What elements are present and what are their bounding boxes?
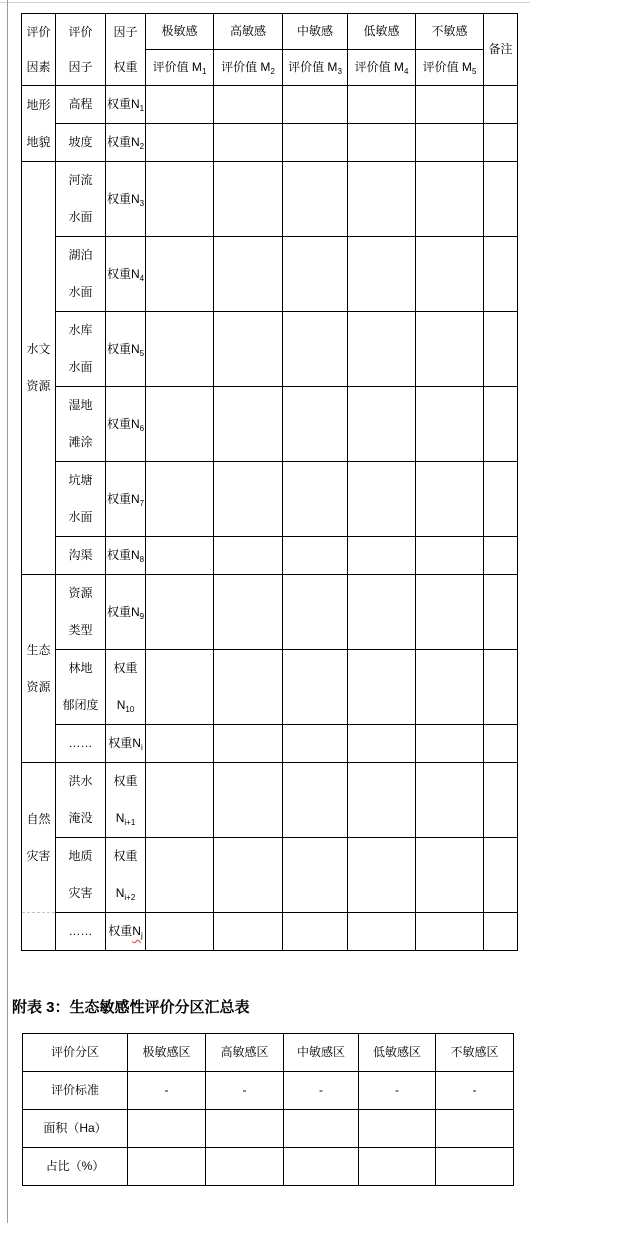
weight-sub: i+2: [124, 893, 136, 902]
t2-value-cell: [436, 1148, 514, 1186]
value-cell-empty: [283, 124, 348, 162]
t2-value-cell: [359, 1148, 436, 1186]
weight-sub: 10: [125, 705, 135, 714]
value-cell-empty: [214, 237, 283, 312]
weight-n: N: [132, 924, 141, 938]
factor-cell: [56, 237, 106, 312]
weight-sub: i+1: [124, 818, 136, 827]
value-cell-empty: [146, 537, 214, 575]
value-cell-empty: [214, 575, 283, 650]
value-cell-empty: [283, 913, 348, 951]
value-cell-empty: [146, 387, 214, 462]
factor-label: ……: [68, 924, 93, 938]
factor-line1: 水库: [68, 323, 93, 337]
t2-value-cell: -: [284, 1072, 359, 1110]
weight-label: 权重: [108, 924, 133, 938]
t2-header-high: 高敏感区: [206, 1034, 284, 1072]
value-cell-empty: [146, 763, 214, 838]
t1-header-weight-line2: 权重: [113, 59, 138, 74]
weight-cell: [106, 650, 146, 725]
value-cell-empty: [348, 650, 416, 725]
t1-header-row-1: [22, 14, 518, 50]
factor-cell: [56, 462, 106, 537]
t1-header-subfactor: [56, 14, 106, 86]
value-cell-empty: [416, 86, 484, 124]
t2-value-cell: -: [206, 1072, 284, 1110]
weight-label: 权重N: [106, 341, 140, 356]
weight-line2: [106, 800, 145, 837]
factor-cell: [56, 537, 106, 575]
factor-line2: 水面: [68, 210, 93, 224]
factor-label: 坡度: [68, 135, 93, 149]
t2-value-cell: [284, 1148, 359, 1186]
value-cell-empty: [146, 312, 214, 387]
weight-sub: 9: [139, 611, 145, 621]
value-cell-empty: [146, 650, 214, 725]
page-top-boundary-line: [0, 2, 530, 3]
remark-cell-empty: [484, 575, 518, 650]
weight-line1: 权重: [113, 849, 138, 863]
t2-header-extreme: 极敏感区: [128, 1034, 206, 1072]
t1-row-podu: [22, 124, 518, 162]
t1-row-kengtang: [22, 462, 518, 537]
t1-header-level-2: 高敏感: [214, 14, 283, 50]
value-cell-empty: [348, 312, 416, 387]
weight-label: 权重N: [108, 736, 141, 750]
sensitivity-factor-table: [21, 13, 518, 951]
t1-category-empty-cell: [22, 913, 56, 951]
t1-value-sub-1: 1: [201, 67, 207, 76]
remark-cell-empty: [484, 237, 518, 312]
t1-row-tail-etc: [22, 913, 518, 951]
factor-cell: [56, 838, 106, 913]
page-left-boundary-line: [7, 0, 8, 1223]
t2-value-cell: [206, 1110, 284, 1148]
value-cell-empty: [214, 312, 283, 387]
value-cell-empty: [348, 537, 416, 575]
value-cell-empty: [416, 913, 484, 951]
t2-header-zone: 评价分区: [23, 1034, 128, 1072]
t2-value-cell: -: [359, 1072, 436, 1110]
factor-line2: 水面: [68, 510, 93, 524]
value-cell-empty: [416, 162, 484, 237]
weight-label: 权重N: [106, 135, 140, 149]
t1-category-disaster: [22, 763, 56, 913]
t1-header-factor: [22, 14, 56, 86]
summary-table-title: 附表 3：生态敏感性评价分区汇总表: [12, 999, 250, 1016]
t1-header-value-m5: [416, 50, 484, 86]
factor-line1: 洪水: [68, 774, 93, 788]
value-cell-empty: [348, 124, 416, 162]
factor-line2: 水面: [68, 360, 93, 374]
value-cell-empty: [283, 387, 348, 462]
value-cell-empty: [283, 462, 348, 537]
t2-header-row: [23, 1034, 514, 1072]
t1-value-prefix: 评价值 M: [221, 60, 271, 74]
t1-header-weight: [106, 14, 146, 86]
category-line1: 生态: [26, 642, 51, 657]
value-cell-empty: [146, 838, 214, 913]
t1-value-prefix: 评价值 M: [354, 60, 404, 74]
value-cell-empty: [214, 387, 283, 462]
t2-value-cell: [359, 1110, 436, 1148]
t1-value-sub-2: 2: [270, 67, 275, 76]
t1-value-sub-3: 3: [337, 67, 342, 76]
value-cell-empty: [214, 162, 283, 237]
value-cell-empty: [214, 838, 283, 913]
weight-sub: 4: [139, 273, 145, 283]
value-cell-empty: [416, 312, 484, 387]
t1-header-level-5: 不敏感: [416, 14, 484, 50]
factor-line1: 资源: [68, 586, 93, 600]
value-cell-empty: [283, 237, 348, 312]
weight-label: 权重N: [106, 266, 140, 281]
factor-line2: 灾害: [68, 886, 93, 900]
sensitivity-summary-table: [22, 1033, 514, 1186]
factor-line1: 林地: [68, 661, 93, 675]
t2-value-cell: [128, 1110, 206, 1148]
t2-value-cell: [128, 1148, 206, 1186]
value-cell-empty: [348, 162, 416, 237]
category-line1: 自然: [26, 811, 51, 826]
value-cell-empty: [348, 237, 416, 312]
factor-cell: [56, 162, 106, 237]
factor-cell: [56, 913, 106, 951]
t2-value-cell: -: [436, 1072, 514, 1110]
factor-line2: 水面: [68, 285, 93, 299]
weight-label: 权重N: [106, 604, 140, 619]
t1-header-weight-line1: 因子: [113, 24, 138, 39]
t1-header-factor-line2: 因素: [26, 59, 51, 74]
weight-n: N: [115, 886, 125, 900]
value-cell-empty: [348, 462, 416, 537]
weight-line2: [106, 875, 145, 912]
t1-row-gaocheng: [22, 86, 518, 124]
weight-cell: [106, 237, 146, 312]
t1-row-dizhi: [22, 838, 518, 913]
value-cell-empty: [283, 650, 348, 725]
factor-line1: 湿地: [68, 398, 93, 412]
weight-label: 权重N: [106, 191, 140, 206]
value-cell-empty: [348, 387, 416, 462]
value-cell-empty: [214, 537, 283, 575]
value-cell-empty: [283, 162, 348, 237]
remark-cell-empty: [484, 162, 518, 237]
value-cell-empty: [348, 86, 416, 124]
value-cell-empty: [214, 763, 283, 838]
t1-value-prefix: 评价值 M: [152, 60, 202, 74]
t1-header-value-m1: [146, 50, 214, 86]
t1-row-ziyuanleixing: [22, 575, 518, 650]
value-cell-empty: [214, 124, 283, 162]
value-cell-empty: [348, 913, 416, 951]
t1-header-level-1: 极敏感: [146, 14, 214, 50]
t1-row-hupo: [22, 237, 518, 312]
value-cell-empty: [283, 575, 348, 650]
remark-cell-empty: [484, 725, 518, 763]
weight-cell: [106, 387, 146, 462]
t1-value-prefix: 评价值 M: [288, 60, 338, 74]
factor-cell: [56, 575, 106, 650]
weight-cell: [106, 913, 146, 951]
value-cell-empty: [416, 387, 484, 462]
category-line1: 水文: [26, 342, 51, 356]
value-cell-empty: [146, 725, 214, 763]
remark-cell-empty: [484, 387, 518, 462]
t1-row-heliu: [22, 162, 518, 237]
value-cell-empty: [283, 86, 348, 124]
value-cell-empty: [416, 537, 484, 575]
value-cell-empty: [416, 237, 484, 312]
factor-line1: 湖泊: [68, 248, 93, 262]
weight-label: 权重N: [106, 416, 140, 431]
t2-value-cell: -: [128, 1072, 206, 1110]
value-cell-empty: [416, 838, 484, 913]
factor-line2: 类型: [68, 623, 93, 637]
value-cell-empty: [416, 650, 484, 725]
value-cell-empty: [214, 86, 283, 124]
value-cell-empty: [283, 312, 348, 387]
factor-label: 沟渠: [68, 548, 93, 562]
weight-cell: [106, 162, 146, 237]
value-cell-empty: [214, 650, 283, 725]
weight-sub: 2: [139, 142, 145, 151]
remark-cell-empty: [484, 537, 518, 575]
t1-header-level-4: 低敏感: [348, 14, 416, 50]
category-line2: 资源: [26, 379, 51, 393]
t1-row-shidi: [22, 387, 518, 462]
t1-header-level-3: 中敏感: [283, 14, 348, 50]
t1-header-factor-line1: 评价: [26, 24, 51, 39]
weight-cell: [106, 537, 146, 575]
t1-row-hongshui: [22, 763, 518, 838]
factor-cell: [56, 725, 106, 763]
category-line2: 地貌: [26, 134, 51, 149]
value-cell-empty: [146, 462, 214, 537]
factor-line2: 郁闭度: [62, 698, 99, 712]
weight-cell: [106, 838, 146, 913]
t1-header-subfactor-line2: 因子: [68, 59, 93, 74]
factor-label: 高程: [68, 97, 93, 111]
value-cell-empty: [416, 725, 484, 763]
remark-cell-empty: [484, 86, 518, 124]
weight-sub: 3: [139, 198, 145, 208]
weight-sub: 6: [139, 423, 145, 433]
category-line2: 灾害: [26, 848, 51, 863]
value-cell-empty: [214, 913, 283, 951]
factor-cell: [56, 763, 106, 838]
factor-line1: 坑塘: [68, 473, 93, 487]
t2-row-criteria: [23, 1072, 514, 1110]
t2-row-label: 面积（Ha）: [23, 1110, 128, 1148]
weight-cell: [106, 725, 146, 763]
value-cell-empty: [146, 86, 214, 124]
value-cell-empty: [416, 763, 484, 838]
factor-cell: [56, 124, 106, 162]
weight-cell: [106, 124, 146, 162]
weight-label: 权重N: [106, 491, 140, 506]
category-line2: 资源: [26, 679, 51, 694]
weight-sub: j: [140, 931, 143, 940]
factor-cell: [56, 387, 106, 462]
t1-value-sub-5: 5: [471, 67, 477, 76]
weight-n-misspelling: [132, 924, 142, 938]
value-cell-empty: [348, 725, 416, 763]
t1-category-hydrology: [22, 162, 56, 575]
weight-sub: 7: [139, 498, 145, 508]
value-cell-empty: [416, 124, 484, 162]
value-cell-empty: [214, 462, 283, 537]
factor-line1: 河流: [68, 173, 93, 187]
t1-header-remark: 备注: [484, 14, 518, 86]
t1-header-value-m4: [348, 50, 416, 86]
weight-sub: i: [140, 743, 143, 752]
weight-sub: 8: [139, 555, 145, 564]
factor-line1: 地质: [68, 849, 93, 863]
value-cell-empty: [214, 725, 283, 763]
remark-cell-empty: [484, 913, 518, 951]
weight-label: 权重N: [106, 97, 140, 111]
factor-cell: [56, 312, 106, 387]
remark-cell-empty: [484, 462, 518, 537]
remark-cell-empty: [484, 650, 518, 725]
t2-row-label: 占比（%）: [23, 1148, 128, 1186]
t2-header-low: 低敏感区: [359, 1034, 436, 1072]
t2-row-area: [23, 1110, 514, 1148]
t1-row-lindi: [22, 650, 518, 725]
t1-value-prefix: 评价值 M: [422, 60, 472, 74]
t2-header-insensitive: 不敏感区: [436, 1034, 514, 1072]
t2-row-label: 评价标准: [23, 1072, 128, 1110]
value-cell-empty: [146, 913, 214, 951]
weight-sub: 5: [139, 348, 145, 358]
weight-cell: [106, 312, 146, 387]
t1-row-eco-etc: [22, 725, 518, 763]
remark-cell-empty: [484, 763, 518, 838]
t1-category-ecology: [22, 575, 56, 763]
t1-header-subfactor-line1: 评价: [68, 24, 93, 39]
t1-row-shuiku: [22, 312, 518, 387]
remark-cell-empty: [484, 838, 518, 913]
t2-header-medium: 中敏感区: [284, 1034, 359, 1072]
weight-n: N: [115, 811, 125, 825]
t1-header-value-m3: [283, 50, 348, 86]
t2-value-cell: [206, 1148, 284, 1186]
t2-value-cell: [436, 1110, 514, 1148]
factor-cell: [56, 86, 106, 124]
factor-label: ……: [68, 736, 93, 750]
value-cell-empty: [146, 575, 214, 650]
value-cell-empty: [146, 124, 214, 162]
category-line1: 地形: [26, 97, 51, 112]
value-cell-empty: [416, 462, 484, 537]
t2-value-cell: [284, 1110, 359, 1148]
factor-cell: [56, 650, 106, 725]
weight-cell: [106, 763, 146, 838]
remark-cell-empty: [484, 124, 518, 162]
value-cell-empty: [348, 575, 416, 650]
value-cell-empty: [146, 237, 214, 312]
factor-line2: 淹没: [68, 811, 93, 825]
weight-sub: 1: [139, 104, 145, 113]
t1-category-terrain: [22, 86, 56, 162]
remark-cell-empty: [484, 312, 518, 387]
value-cell-empty: [283, 725, 348, 763]
t2-row-percent: [23, 1148, 514, 1186]
value-cell-empty: [348, 838, 416, 913]
value-cell-empty: [283, 763, 348, 838]
weight-cell: [106, 86, 146, 124]
weight-label: 权重N: [106, 548, 140, 562]
t1-value-sub-4: 4: [403, 67, 409, 76]
value-cell-empty: [283, 537, 348, 575]
weight-label: 权重N: [113, 661, 138, 712]
factor-line2: 滩涂: [68, 435, 93, 449]
value-cell-empty: [348, 763, 416, 838]
value-cell-empty: [283, 838, 348, 913]
weight-cell: [106, 575, 146, 650]
weight-line1: 权重: [113, 774, 138, 788]
value-cell-empty: [146, 162, 214, 237]
t1-header-value-m2: [214, 50, 283, 86]
t1-row-gouqu: [22, 537, 518, 575]
value-cell-empty: [416, 575, 484, 650]
weight-cell: [106, 462, 146, 537]
